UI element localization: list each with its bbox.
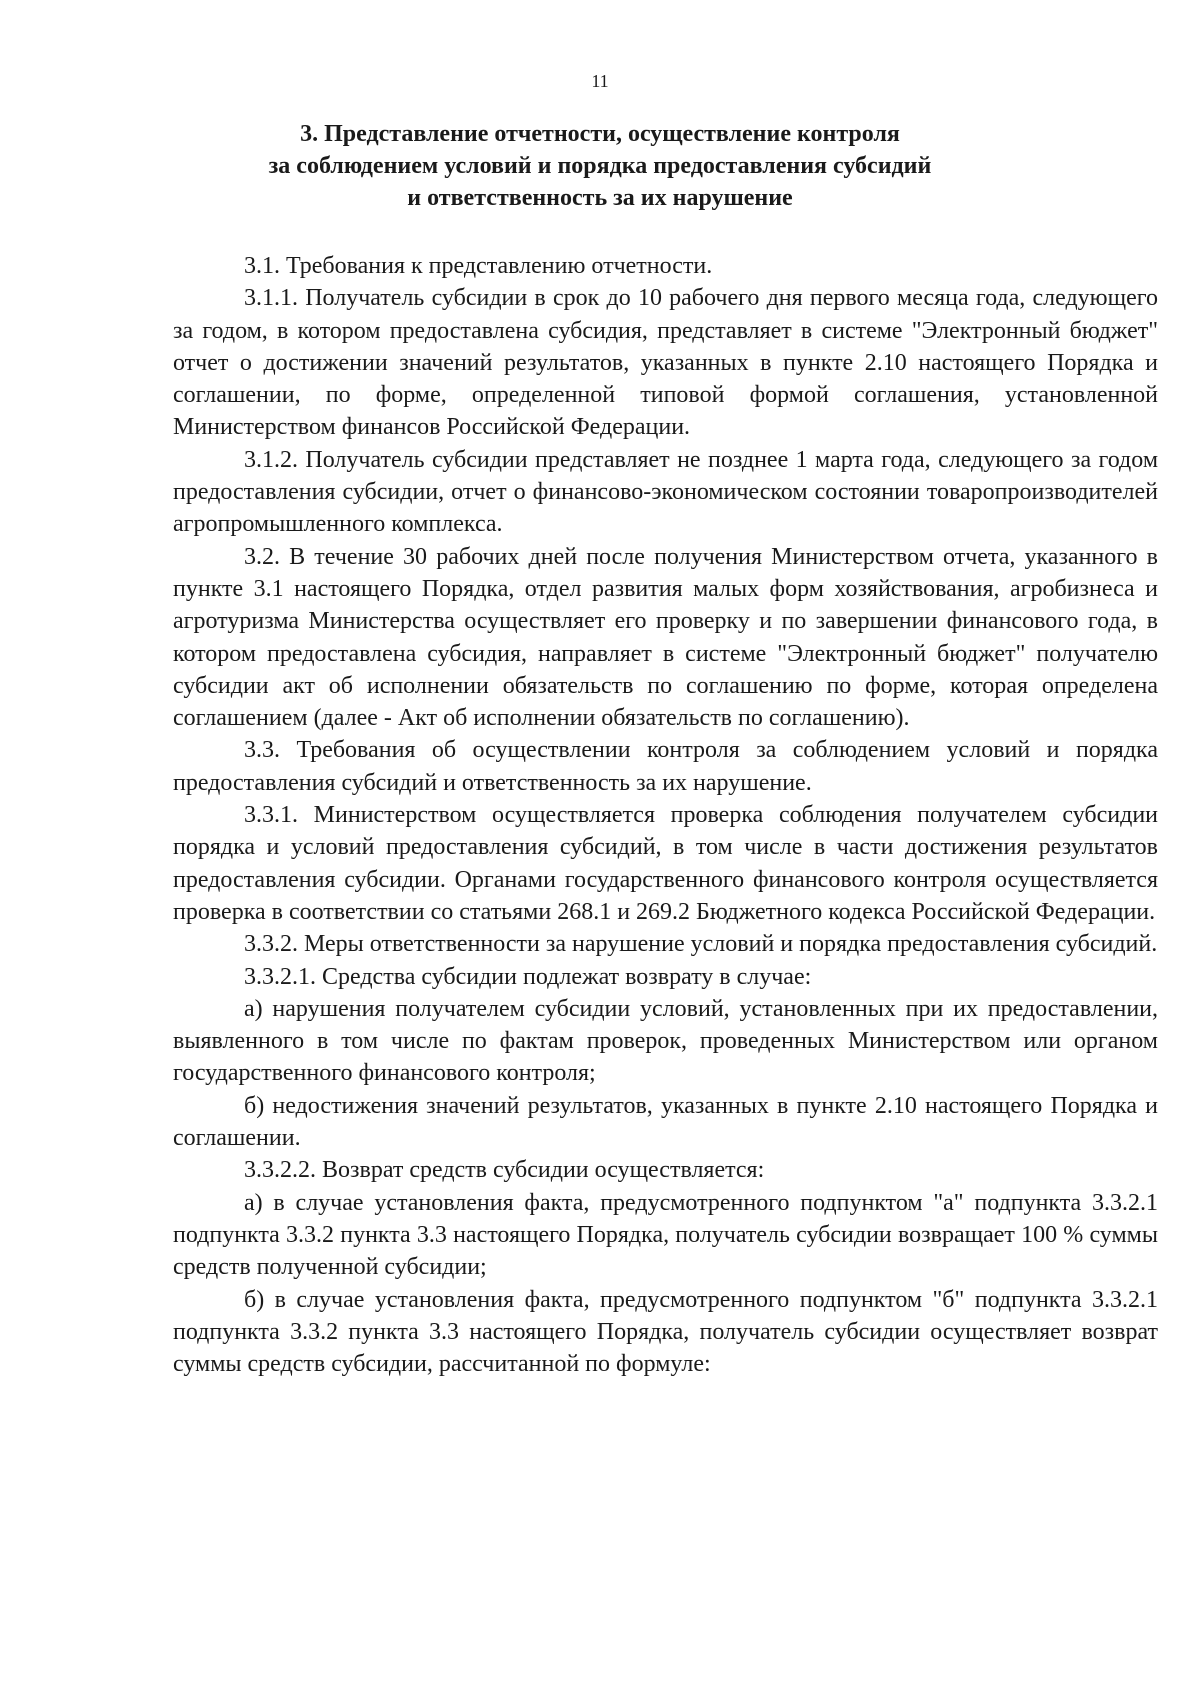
- page-number: 11: [591, 71, 609, 91]
- paragraph-3-2: 3.2. В течение 30 рабочих дней после получения Министерством отчета, указанного в пункте 3.1 настоящего Порядка, отдел развития малых форм хозяйствования, агробизнеса и агротуризма Министерства осуществляет его проверку и по завершении финансового года, в котором предоставлена субсидия, направляет в системе "Электронный бюджет" получателю субсидии акт об исполнении обязательств по соглашению по форме, которая определена соглашением (далее - Акт об исполнении обязательств по соглашению).: [173, 543, 1158, 732]
- document-body: [173, 250, 1158, 1380]
- paragraph-3-3: 3.3. Требования об осуществлении контроля за соблюдением условий и порядка предоставления субсидий и ответственность за их нарушение.: [173, 737, 1158, 796]
- paragraph-3-3-2-1-b: б) недостижения значений результатов, указанных в пункте 2.10 настоящего Порядка и соглашении.: [173, 1092, 1158, 1152]
- paragraph-3-1-1: 3.1.1. Получатель субсидии в срок до 10 рабочего дня первого месяца года, следующего за годом, в котором предоставлена субсидия, представляет в системе "Электронный бюджет" отчет о достижении значений результатов, указанных в пункте 2.10 настоящего Порядка и соглашении, по форме, определенной типовой формой соглашения, установленной Министерством финансов Российской Федерации.: [173, 285, 1158, 441]
- heading-line-3: и ответственность за их нарушение: [407, 185, 793, 211]
- paragraph-3-3-1: 3.3.1. Министерством осуществляется проверка соблюдения получателем субсидии порядка и условий предоставления субсидий, в том числе в части достижения результатов предоставления субсидии. Органами государственного финансового контроля осуществляется проверка в соответствии со статьями 268.1 и 269.2 Бюджетного кодекса Российской Федерации.: [173, 802, 1158, 925]
- paragraph-3-1-2: 3.1.2. Получатель субсидии представляет не позднее 1 марта года, следующего за годом предоставления субсидии, отчет о финансово-экономическом состоянии товаропроизводителей агропромышленного комплекса.: [173, 446, 1158, 538]
- section-heading: [0, 118, 1200, 214]
- paragraph-3-3-2-2-b: б) в случае установления факта, предусмотренного подпунктом "б" подпункта 3.3.2.1 подпункта 3.3.2 пункта 3.3 настоящего Порядка, получатель субсидии осуществляет возврат суммы средств субсидии, рассчитанной по формуле:: [173, 1286, 1158, 1378]
- paragraph-3-3-2-1-a: а) нарушения получателем субсидии условий, установленных при их предоставлении, выявленного в том числе по фактам проверок, проведенных Министерством или органом государственного финансового контроля;: [173, 995, 1158, 1087]
- paragraph-3-3-2: 3.3.2. Меры ответственности за нарушение условий и порядка предоставления субсидий.: [244, 931, 1158, 958]
- paragraph-3-3-2-1: 3.3.2.1. Средства субсидии подлежат возврату в случае:: [244, 963, 812, 990]
- paragraph-3-3-2-2: 3.3.2.2. Возврат средств субсидии осуществляется:: [244, 1157, 765, 1184]
- heading-line-1: 3. Представление отчетности, осуществление контроля: [300, 121, 900, 147]
- paragraph-3-3-2-2-a: а) в случае установления факта, предусмотренного подпунктом "а" подпункта 3.3.2.1 подпункта 3.3.2 пункта 3.3 настоящего Порядка, получатель субсидии возвращает 100 % суммы средств полученной субсидии;: [173, 1189, 1158, 1281]
- paragraph-3-1: 3.1. Требования к представлению отчетности.: [244, 253, 713, 279]
- heading-line-2: за соблюдением условий и порядка предоставления субсидий: [268, 153, 932, 179]
